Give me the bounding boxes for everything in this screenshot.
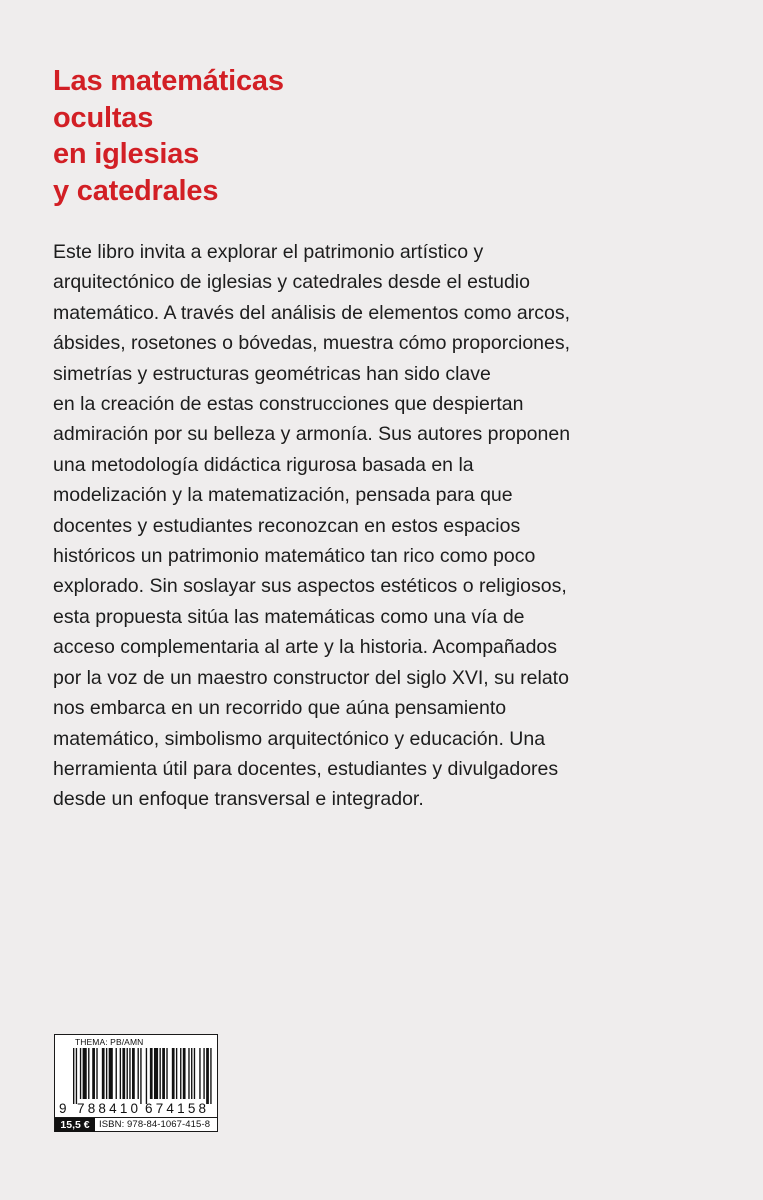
barcode-bar <box>199 1048 200 1099</box>
title-line: en iglesias <box>53 138 200 170</box>
barcode-bar <box>80 1048 81 1099</box>
blurb-line: matemático. A través del análisis de elementos como arcos, <box>53 301 570 324</box>
blurb-line: simetrías y estructuras geométricas han sido clave <box>53 362 491 385</box>
barcode-bar <box>206 1048 209 1104</box>
barcode-bar <box>203 1048 204 1099</box>
barcode-bar <box>150 1048 153 1099</box>
barcode-bar <box>120 1048 121 1099</box>
blurb-line: históricos un patrimonio matemático tan rico como poco <box>53 545 536 568</box>
price-label: 15,5 € <box>55 1118 95 1132</box>
blurb-line: una metodología didáctica rigurosa basada en la <box>53 453 474 476</box>
blurb-line: acceso complementaria al arte y la historia. Acompañados <box>53 636 558 659</box>
barcode-bar <box>154 1048 158 1099</box>
blurb-line: en la creación de estas construcciones que despiertan <box>53 393 524 416</box>
barcode-bars <box>73 1048 213 1104</box>
barcode-bar <box>180 1048 181 1099</box>
blurb-line: admiración por su belleza y armonía. Sus autores proponen <box>53 423 571 446</box>
blurb-line: docentes y estudiantes reconozcan en estos espacios <box>53 514 521 537</box>
back-cover-blurb <box>53 237 713 815</box>
ean-right-group: 674158 <box>145 1101 210 1116</box>
blurb-line: desde un enfoque transversal e integrador. <box>53 788 424 811</box>
barcode-bar <box>88 1048 89 1099</box>
barcode-bar <box>194 1048 195 1099</box>
barcode-bar <box>102 1048 105 1099</box>
title-line: Las matemáticas <box>53 65 284 97</box>
barcode-bar <box>140 1048 141 1104</box>
barcode-bar <box>210 1048 211 1104</box>
isbn-number: ISBN: 978-84-1067-415-8 <box>99 1119 211 1130</box>
thema-code: THEMA: PB/AMN <box>75 1037 144 1047</box>
barcode-bar <box>106 1048 107 1099</box>
blurb-line: modelización y la matematización, pensada para que <box>53 484 513 507</box>
book-title <box>53 63 284 209</box>
barcode-bar <box>191 1048 192 1099</box>
barcode-bar <box>146 1048 147 1104</box>
barcode-bar <box>176 1048 177 1099</box>
ean-left-group: 788410 <box>77 1101 142 1116</box>
title-line: ocultas <box>53 101 154 134</box>
barcode-bar <box>129 1048 130 1099</box>
barcode-bar <box>127 1048 128 1099</box>
blurb-line: esta propuesta sitúa las matemáticas como una vía de <box>53 605 525 628</box>
blurb-line: explorado. Sin soslayar sus aspectos estéticos o religiosos, <box>53 575 567 598</box>
barcode-bar <box>96 1048 97 1099</box>
barcode-bar <box>132 1048 135 1099</box>
blurb-line: Este libro invita a explorar el patrimonio artístico y <box>53 241 484 263</box>
barcode-bar <box>183 1048 186 1099</box>
barcode-bar <box>122 1048 125 1099</box>
barcode-bar <box>73 1048 74 1104</box>
barcode-bar <box>166 1048 167 1099</box>
barcode-bar <box>83 1048 87 1099</box>
barcode-bar <box>172 1048 175 1099</box>
blurb-line: nos embarca en un recorrido que aúna pensamiento <box>53 697 507 720</box>
barcode-bar <box>109 1048 113 1099</box>
barcode-bar <box>188 1048 189 1099</box>
blurb-line: herramienta útil para docentes, estudiantes y divulgadores <box>53 757 559 780</box>
blurb-line: por la voz de un maestro constructor del siglo XVI, su relato <box>53 666 569 689</box>
title-line: y catedrales <box>53 174 219 207</box>
blurb-line: ábsides, rosetones o bóvedas, muestra cómo proporciones, <box>53 332 571 355</box>
barcode-box <box>54 1034 218 1132</box>
blurb-line: matemático, simbolismo arquitectónico y educación. Una <box>53 727 546 750</box>
barcode-bar <box>162 1048 165 1099</box>
blurb-line: arquitectónico de iglesias y catedrales desde el estudio <box>53 271 530 294</box>
price-isbn-row <box>55 1117 217 1132</box>
barcode-bar <box>159 1048 160 1099</box>
barcode-bar <box>76 1048 77 1104</box>
barcode-bar <box>138 1048 139 1099</box>
ean-first-digit: 9 <box>59 1101 67 1116</box>
barcode-bar <box>92 1048 95 1099</box>
barcode-bar <box>116 1048 117 1099</box>
